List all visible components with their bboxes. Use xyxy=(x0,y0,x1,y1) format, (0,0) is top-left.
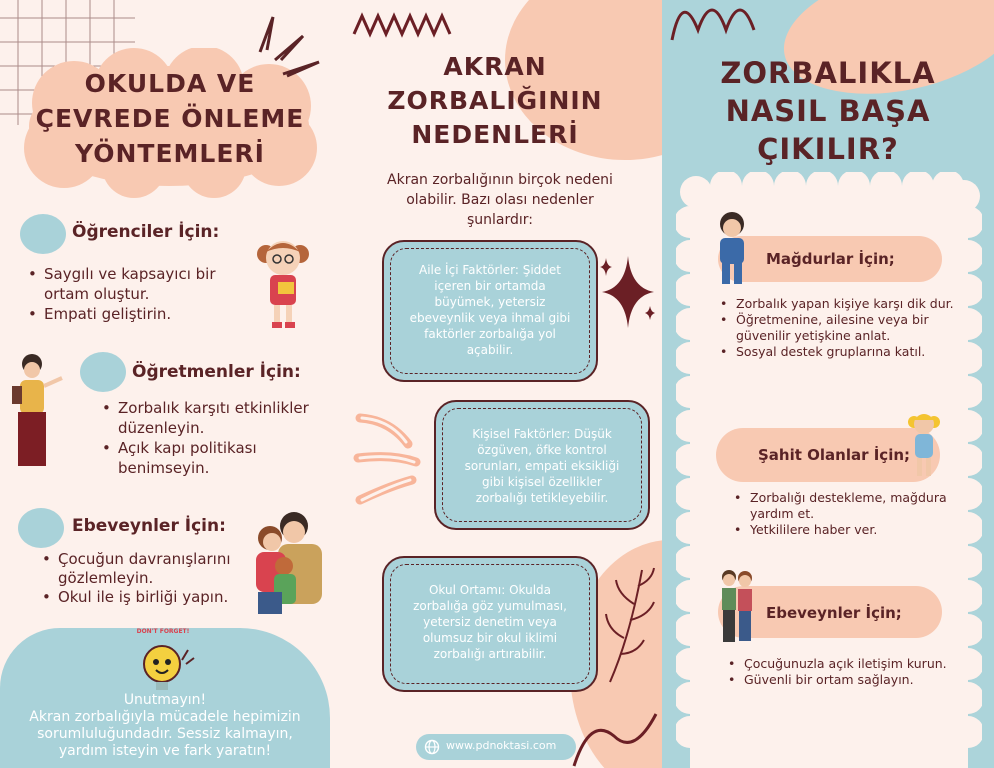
teacher-illustration xyxy=(10,352,70,472)
section-heading-parents: Ebeveynler İçin: xyxy=(72,516,226,536)
cause-box-text xyxy=(444,426,640,506)
section-heading-students: Öğrenciler İçin: xyxy=(72,222,220,242)
footer-line: yardım isteyin ve fark yaratın! xyxy=(58,743,272,759)
title-line: YÖNTEMLERİ xyxy=(75,139,265,168)
panel-coping xyxy=(662,0,994,768)
list-item: • Açık kapı politikası benimseyin. xyxy=(100,438,325,478)
loop-doodle xyxy=(662,0,782,60)
box-line: özgüven, öfke kontrol xyxy=(477,443,607,457)
cause-box-text xyxy=(392,582,588,662)
curved-lines-doodle xyxy=(350,404,430,514)
box-line: zorbalığı artırabilir. xyxy=(433,647,547,661)
intro-text xyxy=(360,170,640,230)
box-line: Okul Ortamı: Okulda xyxy=(428,583,552,597)
website-pill[interactable] xyxy=(416,734,576,760)
cause-box-family xyxy=(382,240,598,382)
box-line: sorunları, empati eksikliği xyxy=(464,459,620,473)
title-line: ÇEVREDE ÖNLEME xyxy=(35,104,305,133)
intro-line: olabilir. Bazı olası nedenler xyxy=(406,192,594,208)
footer-text xyxy=(0,692,330,760)
squiggle-doodle xyxy=(570,706,660,768)
panel-causes xyxy=(330,0,662,768)
witnesses-list xyxy=(732,490,952,538)
panel2-title xyxy=(350,50,640,152)
list-item: • Empati geliştirin. xyxy=(26,304,251,324)
box-line: gibi kişisel özellikler xyxy=(482,475,602,489)
sparkle-icon xyxy=(598,252,658,332)
section-heading-teachers: Öğretmenler İçin: xyxy=(132,362,301,382)
title-line: OKULDA VE xyxy=(84,69,256,98)
girl-witness-illustration xyxy=(906,408,942,480)
students-list xyxy=(26,264,251,324)
intro-line: şunlardır: xyxy=(466,212,534,228)
list-item: • Zorbalık yapan kişiye karşı dik dur. xyxy=(718,296,958,312)
title-line: NEDENLERİ xyxy=(411,120,579,149)
box-line: faktörler zorbalığa yol xyxy=(424,327,556,341)
parents-coping-list xyxy=(726,656,952,688)
parents-list xyxy=(40,550,255,607)
girl-student-illustration xyxy=(248,232,318,332)
title-line: ZORBALIKLA xyxy=(720,56,936,90)
list-item: • Yetkililere haber ver. xyxy=(732,522,952,538)
panel1-title xyxy=(20,66,320,171)
box-line: büyümek, yetersiz xyxy=(434,295,546,309)
box-line: açabilir. xyxy=(466,343,514,357)
footer-title: Unutmayın! xyxy=(123,692,207,708)
list-item: • Sosyal destek gruplarına katıl. xyxy=(718,344,958,360)
box-line: zorbalığa göz yumulması, xyxy=(413,599,567,613)
intro-line: Akran zorbalığının birçok nedeni xyxy=(387,172,613,188)
list-item: • Zorbalık karşıtı etkinlikler düzenleyin. xyxy=(100,398,325,438)
box-line: zorbalığı tetikleyebilir. xyxy=(475,491,609,505)
title-line: ZORBALIĞININ xyxy=(387,86,603,115)
section-heading-witnesses: Şahit Olanlar İçin; xyxy=(758,446,911,464)
title-line: NASIL BAŞA xyxy=(725,94,931,128)
list-item: • Çocuğun davranışlarını gözlemleyin. xyxy=(40,550,255,588)
lightbulb-mascot-icon xyxy=(128,624,202,698)
box-line: ebeveynlik veya ihmal gibi xyxy=(409,311,571,325)
box-line: Aile İçi Faktörler: Şiddet xyxy=(418,263,561,277)
section-heading-victims: Mağdurlar İçin; xyxy=(766,250,895,268)
title-line: AKRAN xyxy=(443,52,547,81)
footer-line: sorumluluğundadır. Sessiz kalmayın, xyxy=(37,726,293,742)
panel-prevention xyxy=(0,0,330,768)
box-line: Kişisel Faktörler: Düşük xyxy=(472,427,612,441)
footer-line: Akran zorbalığıyla mücadele hepimizin xyxy=(29,709,301,725)
victims-list xyxy=(718,296,958,360)
heading-blob xyxy=(20,214,66,254)
sad-boy-illustration xyxy=(710,210,754,288)
heading-blob xyxy=(80,352,126,392)
list-item: • Öğretmenine, ailesine veya bir güvenilir yetişkine anlat. xyxy=(718,312,958,344)
leaf-branch-doodle xyxy=(602,566,658,686)
cause-box-school xyxy=(382,556,598,692)
list-item: • Güvenli bir ortam sağlayın. xyxy=(726,672,952,688)
list-item: • Okul ile iş birliği yapın. xyxy=(40,588,255,607)
globe-icon xyxy=(424,739,440,755)
list-item: • Saygılı ve kapsayıcı bir ortam oluştur. xyxy=(26,264,251,304)
website-link[interactable]: www.pdnoktasi.com xyxy=(446,739,557,752)
heading-blob xyxy=(18,508,64,548)
zigzag-doodle xyxy=(352,10,452,40)
box-line: içeren bir ortamda xyxy=(434,279,546,293)
panel3-title xyxy=(678,54,978,168)
family-hug-illustration xyxy=(248,508,328,616)
box-line: olumsuz bir okul iklimi xyxy=(422,631,558,645)
list-item: • Zorbalığı destekleme, mağdura yardım et. xyxy=(732,490,952,522)
teachers-list xyxy=(100,398,325,478)
dont-forget-badge: DON'T FORGET! xyxy=(136,628,190,635)
cause-box-personal xyxy=(434,400,650,530)
title-line: ÇIKILIR? xyxy=(757,132,899,166)
box-line: yetersiz denetim veya xyxy=(423,615,557,629)
parents-couple-illustration xyxy=(718,568,756,646)
cause-box-text xyxy=(392,262,588,358)
list-item: • Çocuğunuzla açık iletişim kurun. xyxy=(726,656,952,672)
section-heading-parents: Ebeveynler İçin; xyxy=(766,604,902,622)
